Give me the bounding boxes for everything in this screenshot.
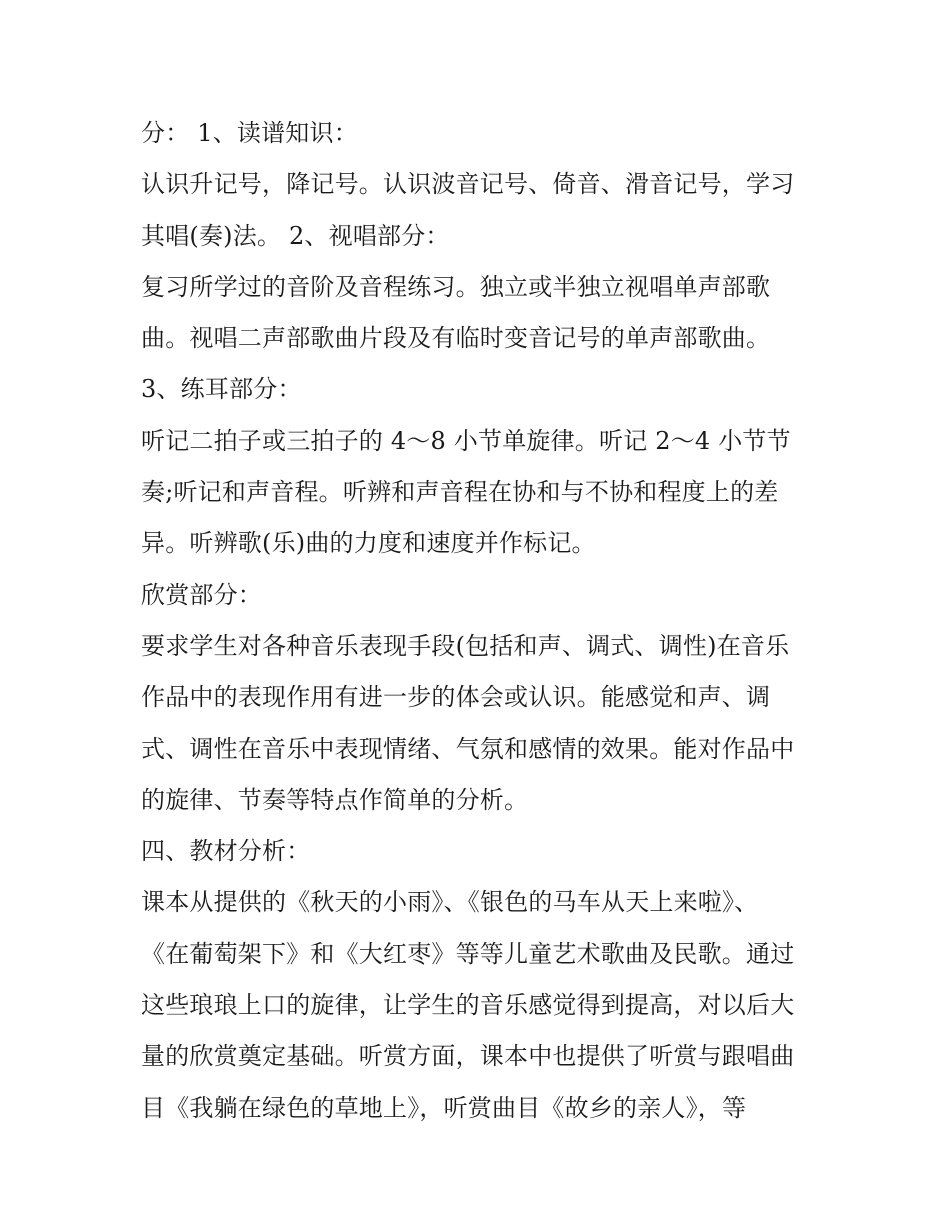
text-line: 听记二拍子或三拍子的 4～8 小节单旋律。听记 2～4 小节节 — [141, 426, 791, 455]
text-line: 四、教材分析： — [141, 837, 311, 866]
text-line: 复习所学过的音阶及音程练习。独立或半独立视唱单声部歌 — [141, 272, 771, 301]
text-line: 异。听辨歌(乐)曲的力度和速度并作标记。 — [141, 529, 596, 558]
text-line: 曲。视唱二声部歌曲片段及有临时变音记号的单声部歌曲。 — [141, 324, 771, 353]
text-line: 其唱(奏)法。 2、视唱部分： — [141, 221, 450, 250]
text-line: 这些琅琅上口的旋律，让学生的音乐感觉得到提高，对以后大 — [141, 991, 795, 1020]
text-line: 奏;听记和声音程。听辨和声音程在协和与不协和程度上的差 — [141, 478, 779, 507]
text-line: 作品中的表现作用有进一步的体会或认识。能感觉和声、调 — [141, 683, 771, 712]
text-line: 欣赏部分： — [141, 580, 262, 609]
text-line: 量的欣赏奠定基础。听赏方面，课本中也提供了听赏与跟唱曲 — [141, 1042, 795, 1071]
text-line: 式、调性在音乐中表现情绪、气氛和感情的效果。能对作品中 — [141, 734, 795, 763]
text-line: 的旋律、节奏等特点作简单的分析。 — [141, 785, 529, 814]
text-line: 3、练耳部分： — [141, 375, 302, 404]
text-line: 认识升记号，降记号。认识波音记号、倚音、滑音记号，学习 — [141, 170, 795, 199]
text-line: 要求学生对各种音乐表现手段(包括和声、调式、调性)在音乐 — [141, 631, 790, 660]
document-body — [141, 108, 821, 1134]
text-line: 分： 1、读谱知识： — [141, 119, 358, 147]
text-line: 目《我躺在绿色的草地上》，听赏曲目《故乡的亲人》，等 — [141, 1093, 747, 1122]
text-line: 《在葡萄架下》和《大红枣》等等儿童艺术歌曲及民歌。通过 — [141, 939, 795, 968]
text-line: 课本从提供的《秋天的小雨》、《银色的马车从天上来啦》、 — [141, 888, 759, 917]
